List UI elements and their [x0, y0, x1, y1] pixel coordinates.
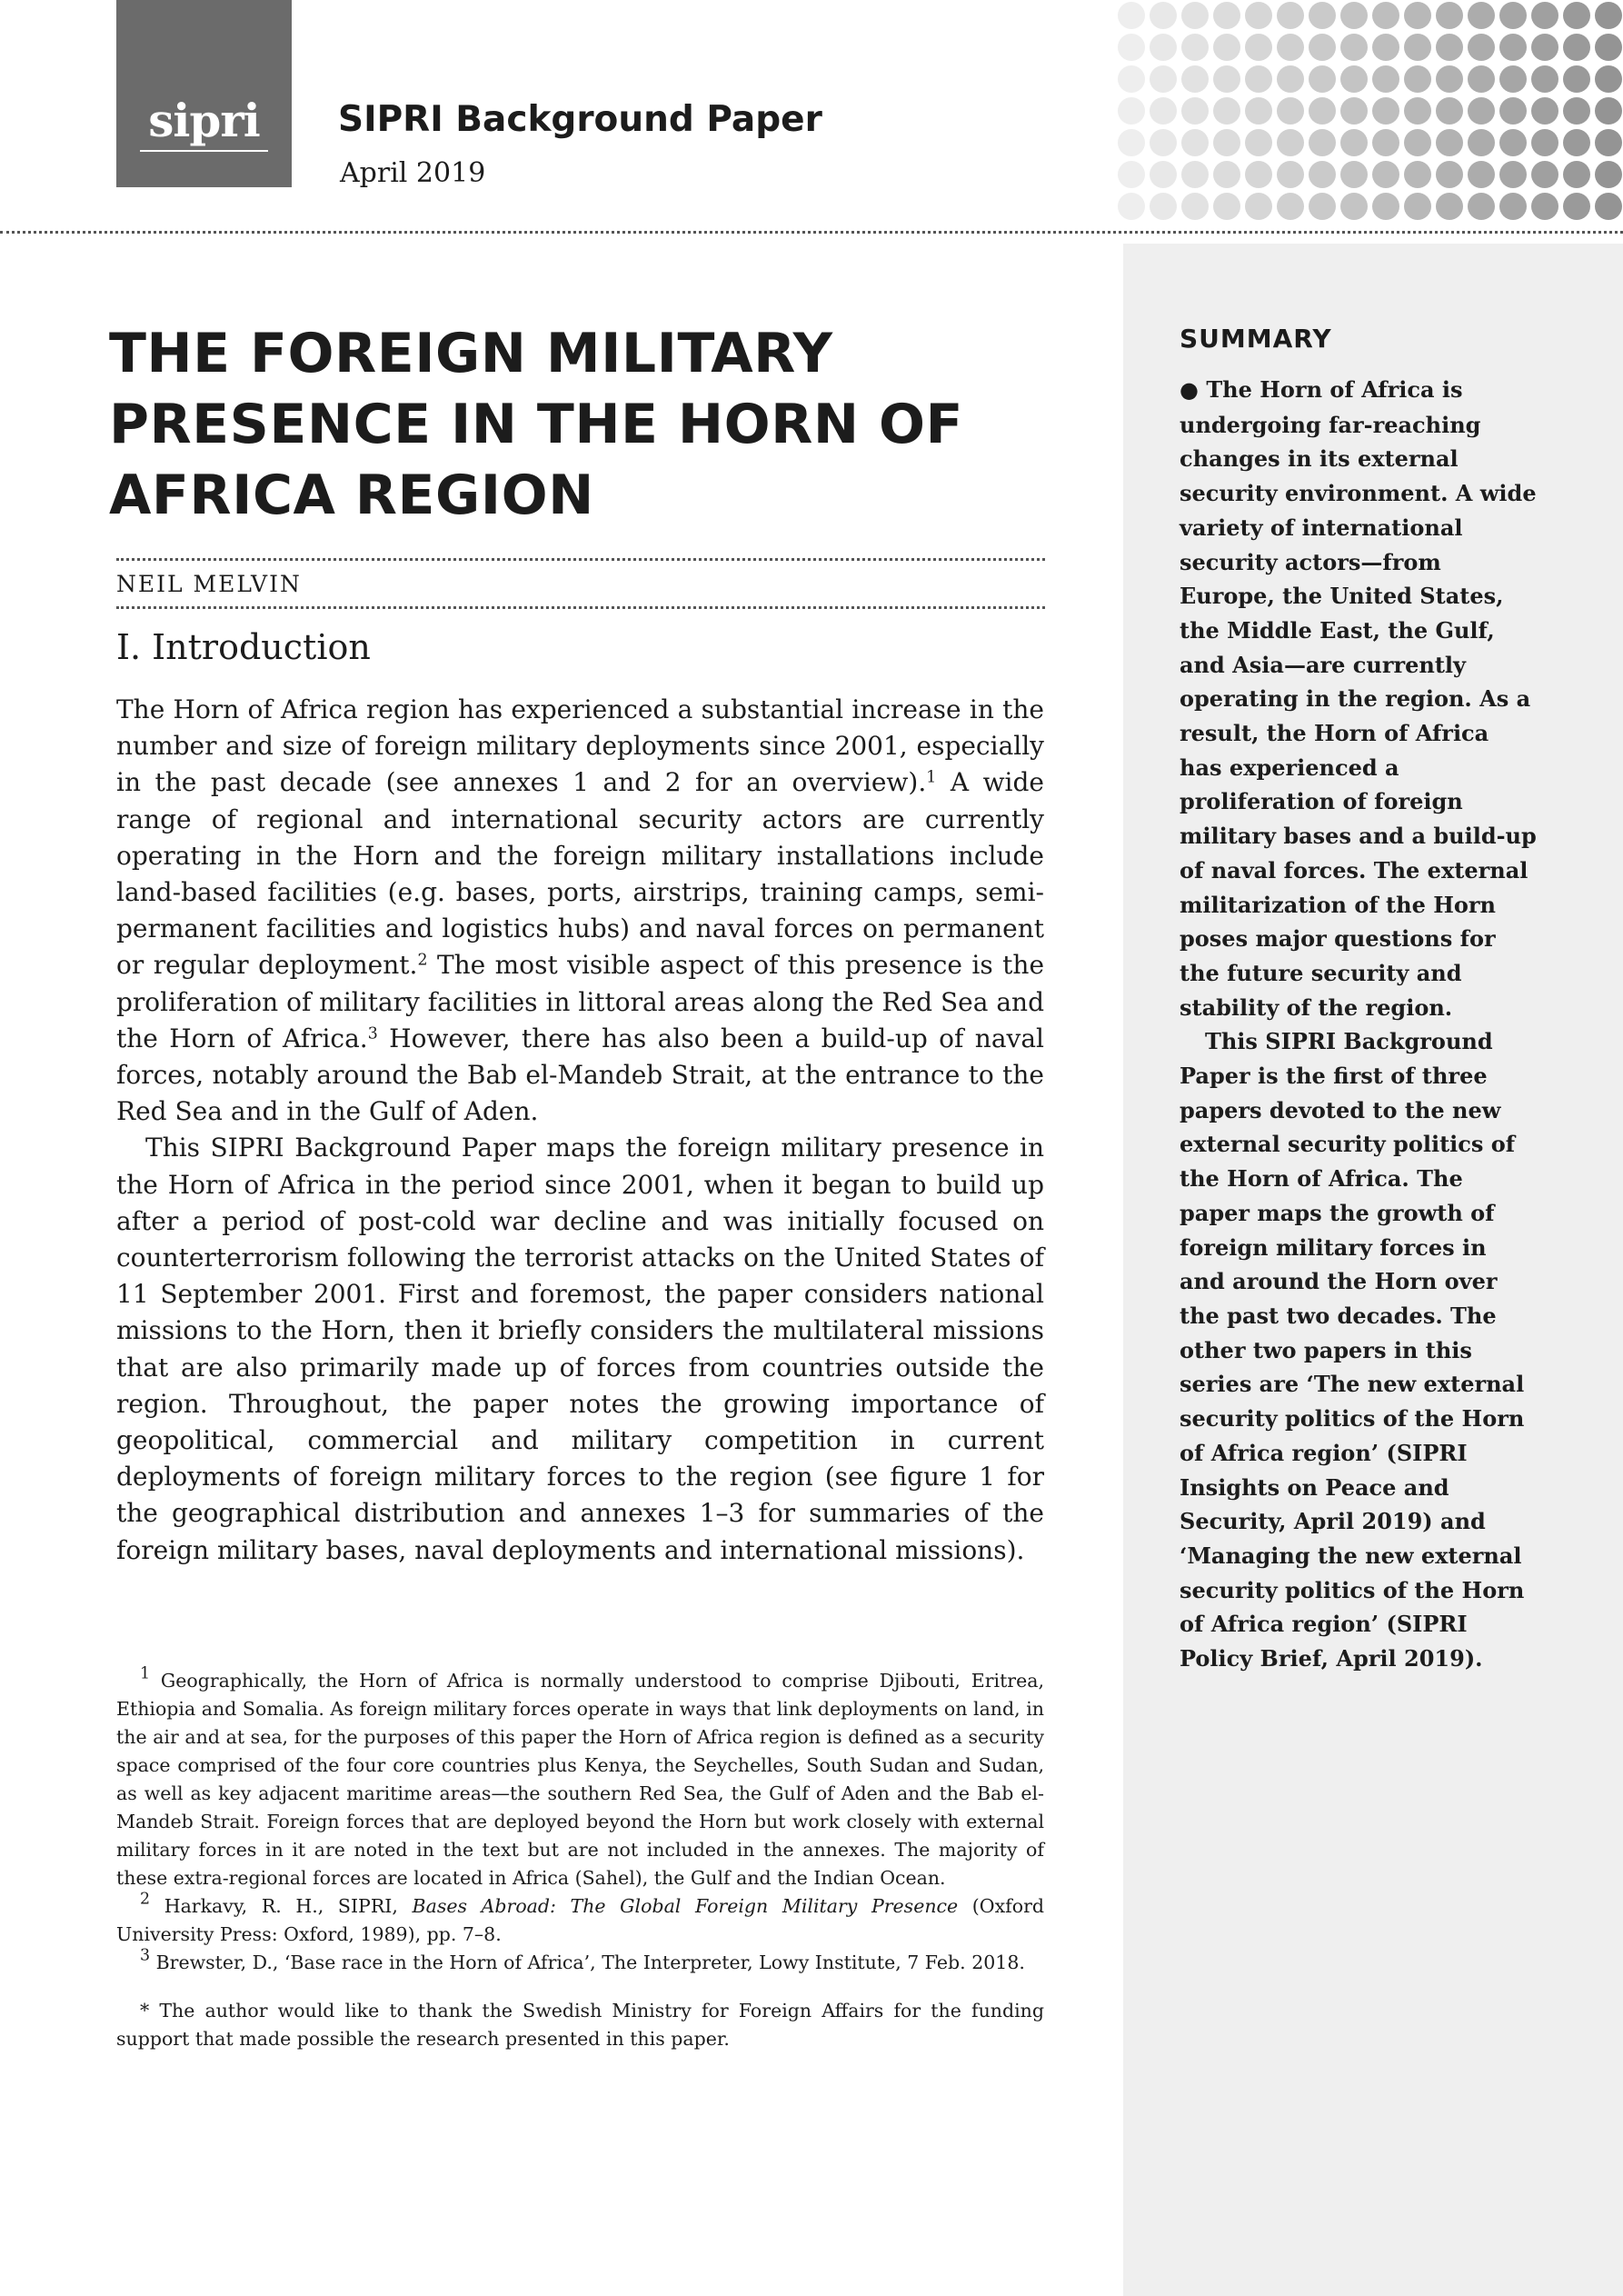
- footnote-number: 1: [140, 1664, 151, 1683]
- pattern-dot: [1531, 34, 1558, 61]
- pattern-dot: [1499, 129, 1527, 156]
- pattern-dot: [1595, 2, 1622, 29]
- footnote-ref-2: 2: [417, 951, 428, 970]
- summary-paragraph-1: [1180, 373, 1538, 1024]
- pattern-dot: [1436, 129, 1463, 156]
- pattern-dot: [1150, 161, 1177, 188]
- title-line-3: AFRICA REGION: [109, 464, 594, 527]
- pattern-dot: [1436, 161, 1463, 188]
- pattern-dot: [1118, 193, 1145, 220]
- pattern-dot: [1340, 65, 1368, 93]
- footnote-ref-3: 3: [367, 1024, 378, 1043]
- body-text-run: The most visible aspect of this presence is the proliferation of military facilities in littoral areas along the Red Sea and the Horn of Africa.: [116, 950, 1045, 1053]
- series-title: SIPRI Background Paper: [338, 99, 822, 140]
- pattern-dot: [1404, 97, 1431, 125]
- pattern-dot: [1468, 129, 1495, 156]
- pattern-dot: [1499, 193, 1527, 220]
- pattern-dot: [1277, 97, 1304, 125]
- pattern-dot: [1309, 2, 1336, 29]
- pattern-dot: [1150, 193, 1177, 220]
- author-top-dotted-rule: [116, 558, 1045, 561]
- pattern-dot: [1150, 129, 1177, 156]
- body-text-run: However, there has also been a build-up of naval forces, notably around the Bab el-Mandeb Strait, at the entrance to the Red Sea and in the Gulf of Aden.: [116, 1023, 1044, 1127]
- pattern-dot: [1213, 34, 1240, 61]
- pattern-dot: [1181, 129, 1209, 156]
- title-line-2: PRESENCE IN THE HORN OF: [109, 393, 963, 456]
- pattern-dot: [1277, 161, 1304, 188]
- pattern-dot: [1563, 193, 1590, 220]
- pattern-dot: [1531, 193, 1558, 220]
- footnote-1: [116, 1664, 1044, 1892]
- pattern-dot: [1277, 129, 1304, 156]
- body-text-run: A wide range of regional and international security actors are currently operating in the Horn and the foreign military installations include land-based facilities (e.g. bases, ports, airstrips, training camps, semi-permanent facilities and logistics hubs) and naval forces on permanent or regular deployment.: [116, 767, 1044, 981]
- pattern-dot: [1436, 193, 1463, 220]
- pattern-dot: [1595, 161, 1622, 188]
- footnotes: [116, 1664, 1044, 2053]
- pattern-dot: [1213, 2, 1240, 29]
- pattern-dot: [1531, 97, 1558, 125]
- pattern-dot: [1404, 2, 1431, 29]
- pattern-dot: [1404, 129, 1431, 156]
- title-line-1: THE FOREIGN MILITARY: [109, 322, 833, 385]
- pattern-dot: [1118, 97, 1145, 125]
- pattern-dot: [1468, 97, 1495, 125]
- pattern-dot: [1118, 65, 1145, 93]
- pattern-dot: [1531, 129, 1558, 156]
- pattern-dot: [1277, 65, 1304, 93]
- pattern-dot: [1340, 2, 1368, 29]
- pattern-dot: [1150, 65, 1177, 93]
- pattern-dot: [1213, 97, 1240, 125]
- pattern-dot: [1404, 65, 1431, 93]
- header-dotted-rule: [0, 231, 1623, 234]
- pattern-dot: [1245, 2, 1272, 29]
- pattern-dot: [1309, 161, 1336, 188]
- pattern-dot: [1277, 2, 1304, 29]
- pattern-dot: [1468, 161, 1495, 188]
- pattern-dot: [1118, 34, 1145, 61]
- footnote-number: 3: [140, 1946, 151, 1965]
- acknowledgement-note: * The author would like to thank the Swedish Ministry for Foreign Affairs for the funding support that made possible the research presented in this paper.: [116, 2000, 1044, 2050]
- pattern-dot: [1340, 129, 1368, 156]
- pattern-dot: [1181, 193, 1209, 220]
- publication-date: April 2019: [340, 157, 486, 189]
- pattern-dot: [1563, 129, 1590, 156]
- pattern-dot: [1436, 34, 1463, 61]
- pattern-dot: [1531, 65, 1558, 93]
- pattern-dot: [1277, 34, 1304, 61]
- pattern-dot: [1499, 97, 1527, 125]
- body-paragraph-1: [116, 692, 1044, 1130]
- pattern-dot: [1118, 129, 1145, 156]
- pattern-dot: [1531, 161, 1558, 188]
- pattern-dot: [1595, 193, 1622, 220]
- pattern-dot: [1181, 2, 1209, 29]
- pattern-dot: [1181, 161, 1209, 188]
- pattern-dot: [1309, 34, 1336, 61]
- pattern-dot: [1150, 2, 1177, 29]
- summary-text: [1180, 373, 1538, 1676]
- body-paragraph-2: This SIPRI Background Paper maps the foreign military presence in the Horn of Africa in the period since 2001, when it began to build up after a period of post-cold war decline and was initially focused on counterterrorism following the terrorist attacks on the United States of 11 September 2001. First and foremost, the paper considers national missions to the Horn, then it briefly considers the multilateral missions that are also primarily made up of forces from countries outside the region. Throughout, the paper notes the growing importance of geopolitical, commercial and military competition in current deployments of foreign military forces to the region (see figure 1 for the geographical distribution and annexes 1–3 for summaries of the foreign military bases, naval deployments and international missions).: [116, 1133, 1044, 1565]
- pattern-dot: [1436, 65, 1463, 93]
- pattern-dot: [1563, 2, 1590, 29]
- pattern-dot: [1563, 65, 1590, 93]
- pattern-dot: [1277, 193, 1304, 220]
- section-heading: I. Introduction: [116, 627, 371, 667]
- pattern-dot: [1340, 193, 1368, 220]
- pattern-dot: [1595, 65, 1622, 93]
- pattern-dot: [1468, 65, 1495, 93]
- sipri-logo: [116, 0, 292, 187]
- pattern-dot: [1213, 193, 1240, 220]
- pattern-dot: [1372, 65, 1399, 93]
- pattern-dot: [1245, 34, 1272, 61]
- footnote-text: Brewster, D., ‘Base race in the Horn of Africa’, The Interpreter, Lowy Institute, 7 Feb. 2018.: [155, 1952, 1025, 1973]
- pattern-dot: [1499, 2, 1527, 29]
- pattern-dot: [1245, 97, 1272, 125]
- pattern-dot: [1150, 97, 1177, 125]
- pattern-dot: [1372, 161, 1399, 188]
- pattern-dot: [1213, 161, 1240, 188]
- pattern-dot: [1118, 161, 1145, 188]
- pattern-dot: [1150, 34, 1177, 61]
- pattern-dot: [1595, 34, 1622, 61]
- pattern-dot: [1372, 2, 1399, 29]
- pattern-dot: [1404, 193, 1431, 220]
- pattern-dot: [1468, 2, 1495, 29]
- footnote-text: (Oxford University Press: Oxford, 1989), pp. 7–8.: [116, 1895, 1044, 1945]
- pattern-dot: [1372, 34, 1399, 61]
- footnote-2: [116, 1892, 1044, 1949]
- pattern-dot: [1245, 129, 1272, 156]
- pattern-dot: [1595, 129, 1622, 156]
- page-title: [109, 318, 1018, 531]
- pattern-dot: [1181, 97, 1209, 125]
- pattern-dot: [1499, 34, 1527, 61]
- footnote-book-title: Bases Abroad: The Global Foreign Military Presence: [412, 1895, 959, 1917]
- pattern-dot: [1245, 161, 1272, 188]
- pattern-dot: [1340, 161, 1368, 188]
- pattern-dot: [1340, 34, 1368, 61]
- pattern-dot: [1372, 193, 1399, 220]
- summary-paragraph-2: This SIPRI Background Paper is the first of three papers devoted to the new external security politics of the Horn of Africa. The paper maps the growth of foreign military forces in and around the Horn over the past two decades. The other two papers in this series are ‘The new external security politics of the Horn of Africa region’ (SIPRI Insights on Peace and Security, April 2019) and ‘Managing the new external security politics of the Horn of Africa region’ (SIPRI Policy Brief, April 2019).: [1180, 1028, 1525, 1672]
- body-text: [116, 692, 1044, 1569]
- pattern-dot: [1499, 65, 1527, 93]
- footnote-ref-1: 1: [926, 768, 937, 787]
- pattern-dot: [1499, 161, 1527, 188]
- pattern-dot: [1309, 193, 1336, 220]
- pattern-dot: [1213, 65, 1240, 93]
- pattern-dot: [1468, 193, 1495, 220]
- decorative-dot-pattern: [1116, 0, 1623, 227]
- pattern-dot: [1372, 97, 1399, 125]
- pattern-dot: [1118, 2, 1145, 29]
- pattern-dot: [1436, 2, 1463, 29]
- summary-paragraph-1-text: The Horn of Africa is undergoing far-reaching changes in its external security environment. A wide variety of international security actors—from Europe, the United States, the Middle East, the Gulf, and Asia—are currently operating in the region. As a result, the Horn of Africa has experienced a proliferation of foreign military bases and a build-up of naval forces. The external militarization of the Horn poses major questions for the future security and stability of the region.: [1180, 376, 1537, 1021]
- pattern-dot: [1531, 2, 1558, 29]
- author-name: NEIL MELVIN: [116, 571, 302, 597]
- footnote-text: Harkavy, R. H., SIPRI,: [164, 1895, 413, 1917]
- pattern-dot: [1309, 97, 1336, 125]
- pattern-dot: [1245, 65, 1272, 93]
- pattern-dot: [1468, 34, 1495, 61]
- pattern-dot: [1404, 161, 1431, 188]
- pattern-dot: [1181, 65, 1209, 93]
- footnote-3: [116, 1946, 1044, 1977]
- pattern-dot: [1309, 65, 1336, 93]
- pattern-dot: [1436, 97, 1463, 125]
- pattern-dot: [1213, 129, 1240, 156]
- pattern-dot: [1245, 193, 1272, 220]
- pattern-dot: [1181, 34, 1209, 61]
- pattern-dot: [1563, 161, 1590, 188]
- pattern-dot: [1372, 129, 1399, 156]
- bullet-icon: ●: [1180, 377, 1199, 403]
- pattern-dot: [1563, 34, 1590, 61]
- pattern-dot: [1404, 34, 1431, 61]
- pattern-dot: [1595, 97, 1622, 125]
- pattern-dot: [1309, 129, 1336, 156]
- body-text-run: The Horn of Africa region has experienced a substantial increase in the number and size of foreign military deployments since 2001, especially in the past decade (see annexes 1 and 2 for an overview).: [116, 694, 1044, 798]
- author-bottom-dotted-rule: [116, 606, 1045, 609]
- logo-underline: [140, 150, 268, 152]
- pattern-dot: [1563, 97, 1590, 125]
- footnote-text: Geographically, the Horn of Africa is normally understood to comprise Djibouti, Eritrea, Ethiopia and Somalia. As foreign military forces operate in ways that link deployments on land, in the air and at sea, for the purposes of this paper the Horn of Africa region is defined as a security space comprised of the four core countries plus Kenya, the Seychelles, South Sudan and Sudan, as well as key adjacent maritime areas—the southern Red Sea, the Gulf of Aden and the Bab el-Mandeb Strait. Foreign forces that are deployed beyond the Horn but work closely with external military forces in it are noted in the text but are not included in the annexes. The majority of these extra-regional forces are located in Africa (Sahel), the Gulf and the Indian Ocean.: [116, 1670, 1044, 1889]
- logo-text: sipri: [148, 94, 260, 147]
- pattern-dot: [1340, 97, 1368, 125]
- summary-heading: SUMMARY: [1180, 324, 1332, 354]
- footnote-number: 2: [140, 1890, 151, 1909]
